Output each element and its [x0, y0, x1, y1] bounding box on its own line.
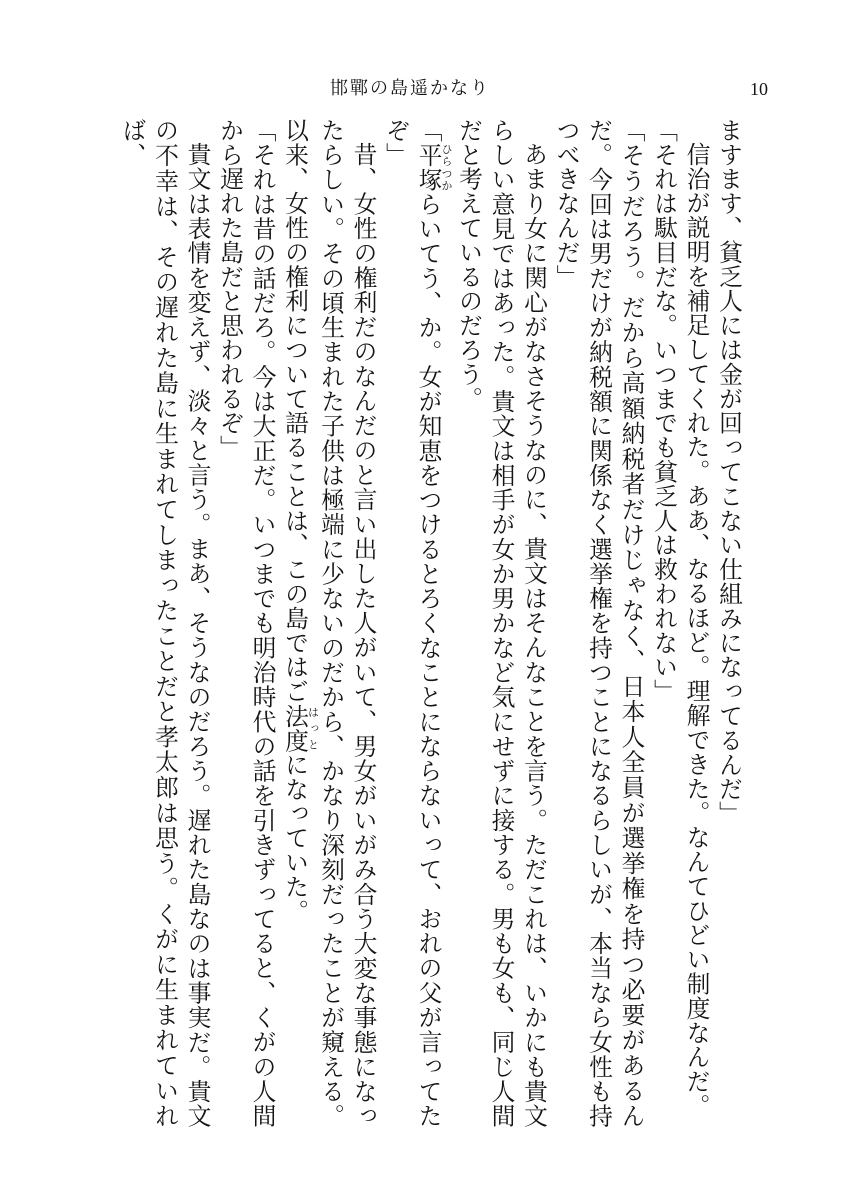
- paragraph-1: ますます、貧乏人には金が回ってこない仕組みになってるんだ」: [715, 118, 743, 826]
- paragraph-4: 「そうだろう。だから高額納税者だけじゃなく、日本人全員が選挙権を持つ必要があるんだ。今回は男だけが納税額に関係なく選挙権を持つことになるらしいが、本当なら女性も持つべきなんだ」: [552, 118, 646, 1128]
- ruby-hatto-base: 法度: [281, 703, 309, 753]
- page-number: 10: [750, 79, 768, 99]
- paragraph-6-rest: らいてう、か。女が知恵をつけるとろくなことにならないって、おれの父が言ってたぞ」: [382, 118, 443, 1128]
- paragraph-7: [279, 118, 380, 1128]
- body-text: [95, 118, 745, 1128]
- paragraph-7-end: になっていた。: [281, 752, 309, 924]
- paragraph-6: [380, 118, 453, 1128]
- ruby-hiratsuka-reading: ひらつか: [440, 142, 453, 192]
- paragraph-5: あまり女に関心がなさそうなのに、貴文はそんなことを言う。ただこれは、いかにも貴文らしい意見ではあった。貴文は相手が女か男かなど気にせずに接する。男も女も、同じ人間だと考えているのだろう。: [455, 118, 548, 1128]
- ruby-hiratsuka: [414, 142, 453, 192]
- paragraph-9: 貴文は表情を変えず、淡々と言う。まあ、そうなのだろう。遅れた島なのは事実だ。貴文の不幸は、その遅れた島に生まれてしまったことだと孝太郎は思う。くがに生まれていれば、: [118, 118, 212, 1128]
- running-title: 邯鄲の島遥かなり: [330, 78, 490, 99]
- paragraph-7-start: 昔、女性の権利だのなんだのと言い出した人がいて、男女がいがみ合う大変な事態になったらしい。その頃生まれた子供は極端に少ないのだから、かなり深刻だったことが窺える。以来、女性の権利について語ることは、この島ではご: [281, 118, 378, 1128]
- ruby-hatto-reading: はっと: [306, 703, 320, 753]
- ruby-hiratsuka-base: 平塚: [414, 142, 443, 192]
- paragraph-8: 「それは昔の話だろ。今は大正だ。いつまでも明治時代の話を引きずってると、くがの人間から遅れた島だと思われるぞ」: [216, 118, 277, 1128]
- paragraph-6-open: 「: [414, 118, 443, 143]
- paragraph-2: 信治が説明を補足してくれた。ああ、なるほど。理解できた。なんてひどい制度なんだ。: [682, 141, 711, 1118]
- paragraph-3: 「それは駄目だな。いつまでも貧乏人は救われない」: [650, 118, 678, 704]
- ruby-hatto: [281, 703, 320, 753]
